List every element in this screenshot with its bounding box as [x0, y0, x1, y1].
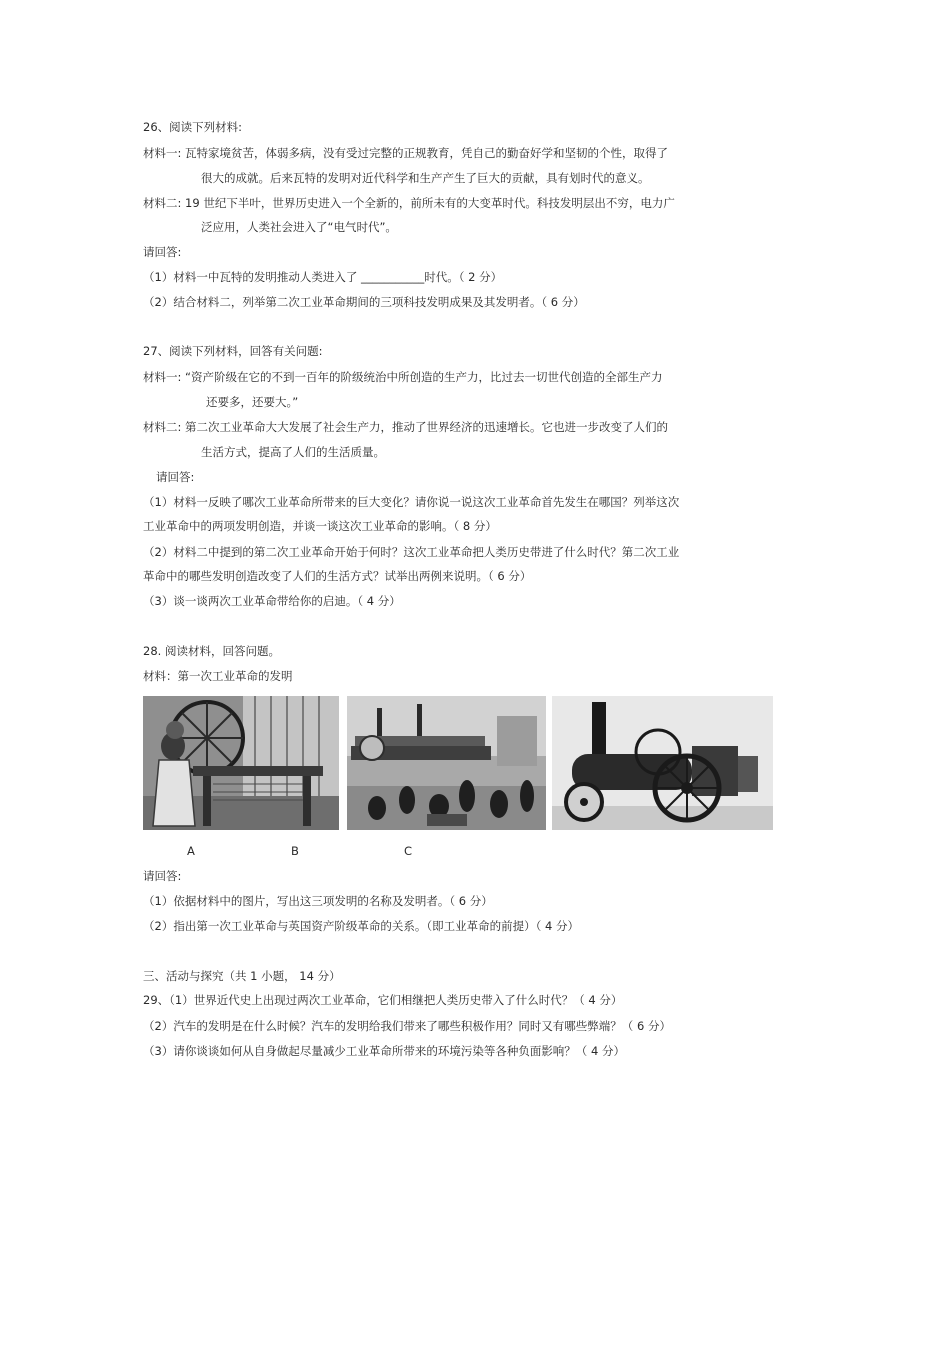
- q27-ask: 请回答:: [156, 470, 195, 484]
- q28-title: 28. 阅读材料，回答问题。: [143, 644, 280, 658]
- q29-sub3: （3）请你谈谈如何从自身做起尽量减少工业革命所带来的环境污染等各种负面影响？（ 4 分）: [143, 1044, 625, 1058]
- q27-sub1-line2: 工业革命中的两项发明创造，并谈一谈这次工业革命的影响。（ 8 分）: [143, 519, 497, 533]
- q26-material1-line2: 很大的成就。后来瓦特的发明对近代科学和生产产生了巨大的贡献，具有划时代的意义。: [201, 171, 650, 185]
- q27-material2-line1: 材料二: 第二次工业革命大大发展了社会生产力，推动了世界经济的迅速增长。它也进一步改变了人们的: [143, 420, 669, 434]
- q26-sub1: （1）材料一中瓦特的发明推动人类进入了 ___________时代。（ 2 分）: [143, 270, 503, 284]
- picture-label-b: B: [291, 844, 299, 858]
- picture-label-c: C: [404, 844, 413, 858]
- q26-ask: 请回答:: [143, 245, 182, 259]
- q26-material1-line1: 材料一: 瓦特家境贫苦，体弱多病，没有受过完整的正规教育，凭自己的勤奋好学和坚韧的个性，取得了: [143, 146, 669, 160]
- q27-sub3: （3）谈一谈两次工业革命带给你的启迪。（ 4 分）: [143, 594, 401, 608]
- q27-sub1-line1: （1）材料一反映了哪次工业革命所带来的巨大变化？请你说一说这次工业革命首先发生在哪国？列举这次: [143, 495, 680, 509]
- q29-sub2: （2）汽车的发明是在什么时候？汽车的发明给我们带来了哪些积极作用？同时又有哪些弊端？（ 6 分）: [143, 1019, 671, 1033]
- q26-title: 26、阅读下列材料:: [143, 120, 243, 134]
- picture-a-spinning-machine: [143, 696, 339, 830]
- q27-material1-line2: 还要多，还要大。”: [206, 395, 299, 409]
- q26-material2-line1: 材料二: 19 世纪下半叶，世界历史进入一个全新的，前所未有的大变革时代。科技发明层出不穷，电力广: [143, 196, 675, 210]
- q27-sub2-line1: （2）材料二中提到的第二次工业革命开始于何时？这次工业革命把人类历史带进了什么时代？第二次工业: [143, 545, 680, 559]
- picture-c-steam-locomotive: [552, 696, 773, 830]
- q27-title: 27、阅读下列材料，回答有关问题:: [143, 344, 323, 358]
- q27-sub2-line2: 革命中的哪些发明创造改变了人们的生活方式？试举出两例来说明。（ 6 分）: [143, 569, 532, 583]
- section3-title: 三、活动与探究（共 1 小题， 14 分）: [143, 969, 341, 983]
- picture-b-steamboat: [347, 696, 546, 830]
- q28-sub1: （1）依据材料中的图片，写出这三项发明的名称及发明者。（ 6 分）: [143, 894, 493, 908]
- q26-material2-line2: 泛应用，人类社会进入了“电气时代”。: [201, 220, 397, 234]
- q28-material: 材料：第一次工业革命的发明: [143, 669, 293, 683]
- q27-material1-line1: 材料一: “资产阶级在它的不到一百年的阶级统治中所创造的生产力，比过去一切世代创造的全部生产力: [143, 370, 663, 384]
- q28-sub2: （2）指出第一次工业革命与英国资产阶级革命的关系。（即工业革命的前提）（ 4 分）: [143, 919, 579, 933]
- q27-material2-line2: 生活方式，提高了人们的生活质量。: [201, 445, 385, 459]
- q28-ask: 请回答:: [143, 869, 182, 883]
- q29-sub1: 29、（1）世界近代史上出现过两次工业革命，它们相继把人类历史带入了什么时代？（ 4 分）: [143, 993, 623, 1007]
- picture-label-a: A: [187, 844, 195, 858]
- q26-sub2: （2）结合材料二，列举第二次工业革命期间的三项科技发明成果及其发明者。（ 6 分）: [143, 295, 585, 309]
